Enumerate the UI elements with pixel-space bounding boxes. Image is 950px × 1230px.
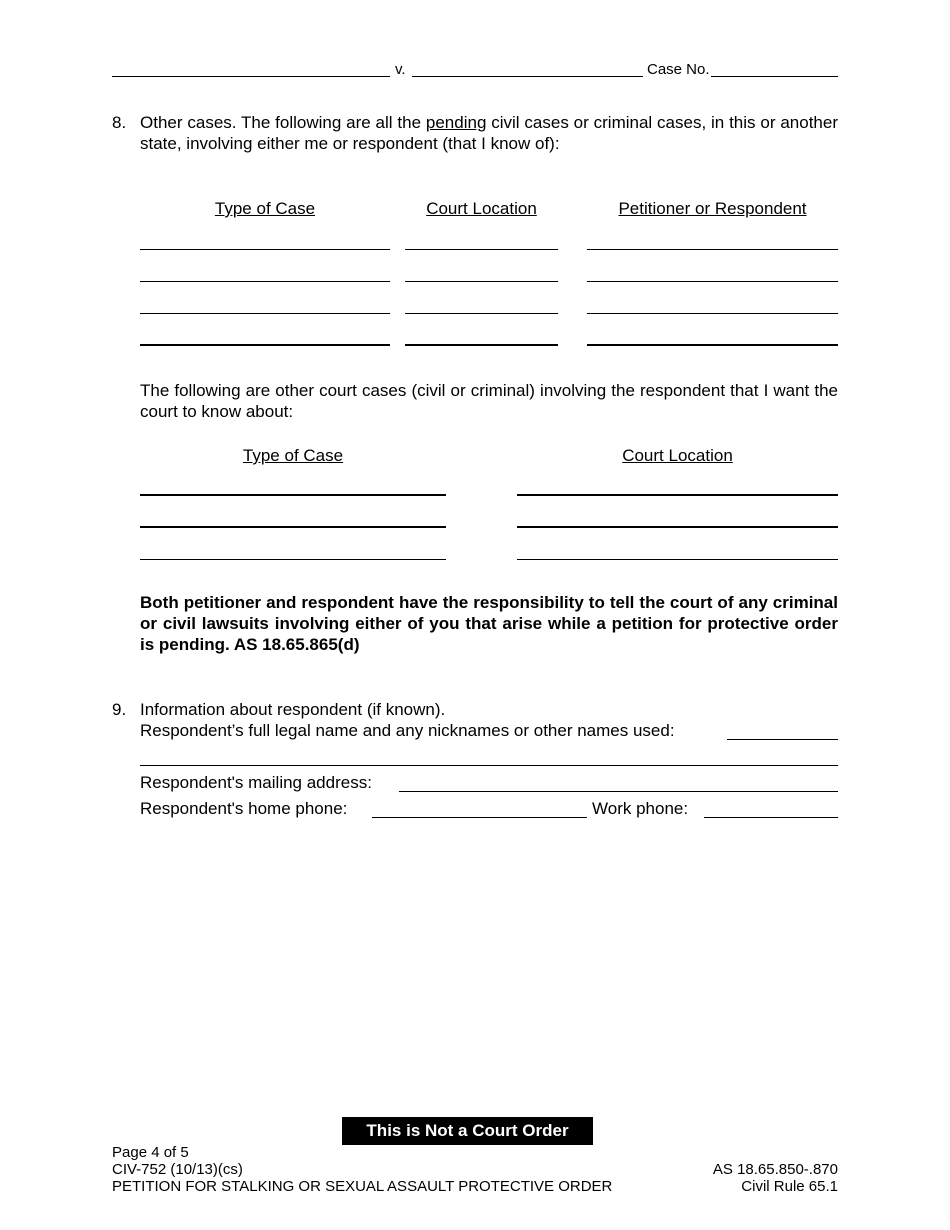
other-cases-paragraph: The following are other court cases (civil or criminal) involving the respondent that I want the court to know about: (140, 381, 838, 421)
case-number-line[interactable] (711, 76, 838, 77)
section-8-intro-before: Other cases. The following are all the (140, 113, 426, 132)
table2-header-type-of-case: Type of Case (242, 446, 344, 465)
table2-row3-type-line[interactable] (140, 559, 446, 560)
respondent-name-field[interactable] (727, 739, 838, 740)
versus-label: v. (395, 61, 406, 78)
table2-row1-type-line[interactable] (140, 494, 446, 496)
case-number-label: Case No. (647, 61, 710, 78)
statute-reference: AS 18.65.850-.870 (712, 1161, 838, 1178)
table1-row4-location-line[interactable] (405, 344, 558, 346)
respondent-work-phone-field[interactable] (704, 817, 838, 818)
section-9-title: Information about respondent (if known). (140, 700, 446, 719)
table2-header-court-location: Court Location (622, 446, 733, 465)
table2-row2-location-line[interactable] (517, 526, 838, 528)
not-a-court-order-banner: This is Not a Court Order (342, 1117, 593, 1145)
section-8-intro-pending: pending (425, 113, 487, 132)
table1-row3-type-line[interactable] (140, 313, 390, 314)
table1-row3-location-line[interactable] (405, 313, 558, 314)
table2-row2-type-line[interactable] (140, 526, 446, 528)
respondent-home-phone-label: Respondent's home phone: (140, 799, 348, 818)
table1-row1-type-line[interactable] (140, 249, 390, 250)
form-title: PETITION FOR STALKING OR SEXUAL ASSAULT PROTECTIVE ORDER (112, 1178, 613, 1195)
respondent-name-line[interactable] (412, 76, 643, 77)
section-8-intro-after: civil cases or criminal cases, in this or another state, involving either me or respondent (that I know of): (140, 113, 838, 153)
page-number: Page 4 of 5 (112, 1144, 189, 1161)
respondent-work-phone-label: Work phone: (592, 799, 689, 818)
section-9-number: 9. (112, 700, 127, 719)
table1-header-court-location: Court Location (426, 199, 537, 218)
table1-row3-party-line[interactable] (587, 313, 838, 314)
table1-header-petitioner-or-respondent: Petitioner or Respondent (618, 199, 807, 218)
table1-row4-type-line[interactable] (140, 344, 390, 346)
table1-row2-location-line[interactable] (405, 281, 558, 282)
civil-rule-reference: Civil Rule 65.1 (741, 1178, 838, 1195)
petitioner-name-line[interactable] (112, 76, 390, 77)
form-id: CIV-752 (10/13)(cs) (112, 1161, 243, 1178)
table2-row3-location-line[interactable] (517, 559, 838, 560)
respondent-name-label: Respondent’s full legal name and any nicknames or other names used: (140, 721, 675, 740)
respondent-mailing-label: Respondent's mailing address: (140, 773, 372, 792)
respondent-mailing-field[interactable] (399, 791, 838, 792)
section-8-number: 8. (112, 113, 127, 132)
section-8-intro (140, 112, 838, 154)
table1-header-type-of-case: Type of Case (214, 199, 316, 218)
table2-row1-location-line[interactable] (517, 494, 838, 496)
lawsuit-notice: Both petitioner and respondent have the responsibility to tell the court of any criminal or civil lawsuits involving either of you that arise while a petition for protective order is pending. AS 18.65.865(d) (140, 593, 838, 654)
table1-row1-party-line[interactable] (587, 249, 838, 250)
table1-row4-party-line[interactable] (587, 344, 838, 346)
table1-row2-type-line[interactable] (140, 281, 390, 282)
respondent-home-phone-field[interactable] (372, 817, 587, 818)
table1-row1-location-line[interactable] (405, 249, 558, 250)
table1-row2-party-line[interactable] (587, 281, 838, 282)
respondent-name-field-continued[interactable] (140, 765, 838, 766)
